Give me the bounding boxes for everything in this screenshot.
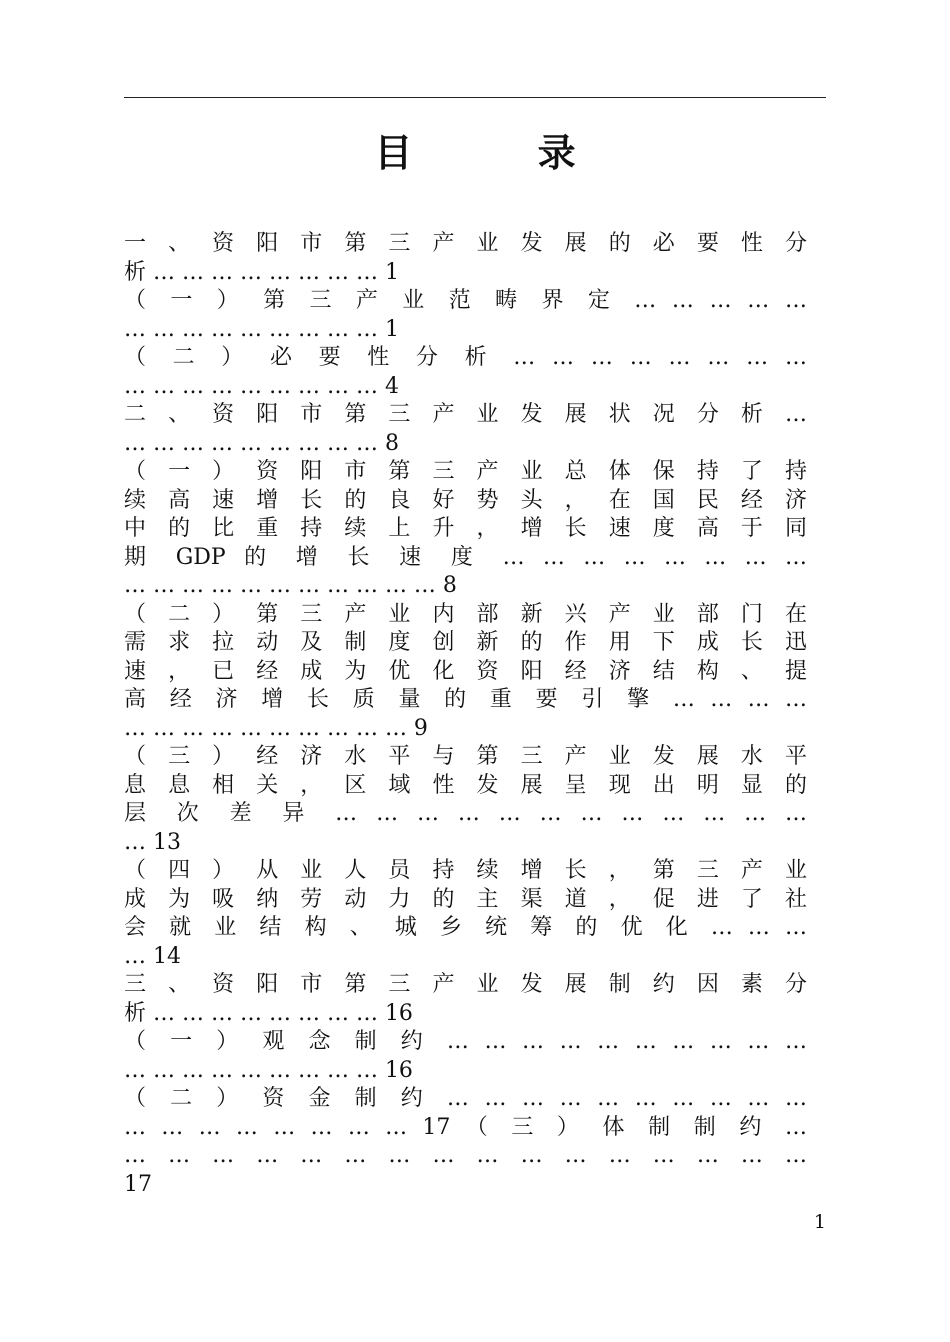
- toc-line: （ 一 ） 第 三 产 业 范 畴 界 定 … … … … …: [124, 288, 807, 313]
- toc-line: 一 、 资 阳 市 第 三 产 业 发 展 的 必 要 性 分: [124, 231, 807, 256]
- toc-line: 高 经 济 增 长 质 量 的 重 要 引 擎 … … … …: [124, 687, 807, 712]
- toc-line: … … … … … … … … … 8: [124, 430, 399, 456]
- toc-line: （ 四 ） 从 业 人 员 持 续 增 长 ， 第 三 产 业: [124, 858, 807, 883]
- toc-line: （ 二 ） 第 三 产 业 内 部 新 兴 产 业 部 门 在: [124, 601, 807, 627]
- toc-line: … … … … … … … … … … … … … … … …: [124, 1143, 807, 1168]
- toc-line: 析 … … … … … … … … 16: [124, 1000, 413, 1026]
- toc-line: 需 求 拉 动 及 制 度 创 新 的 作 用 下 成 长 迅: [124, 630, 807, 655]
- toc-line: 17: [124, 1171, 152, 1197]
- toc-line: … … … … … … … … … … 9: [124, 715, 428, 741]
- toc-line: … … … … … … … … … … … 8: [124, 573, 457, 598]
- toc-line: 三 、 资 阳 市 第 三 产 业 发 展 制 约 因 素 分: [124, 972, 807, 997]
- toc-line: 息 息 相 关 ， 区 域 性 发 展 呈 现 出 明 显 的: [124, 772, 807, 798]
- toc-line: （ 三 ） 经 济 水 平 与 第 三 产 业 发 展 水 平: [124, 744, 807, 769]
- toc-line: 期 GDP 的 增 长 速 度 … … … … … … … …: [124, 544, 807, 570]
- toc-line: … … … … … … … … … 16: [124, 1057, 413, 1083]
- toc-line: … 13: [124, 829, 181, 855]
- toc-line: 速 ， 已 经 成 为 优 化 资 阳 经 济 结 构 、 提: [124, 658, 807, 684]
- toc-line: 中 的 比 重 持 续 上 升 ， 增 长 速 度 高 于 同: [124, 516, 807, 541]
- table-of-contents: [124, 230, 807, 1199]
- page-number: 1: [813, 1211, 826, 1233]
- toc-line: … … … … … … … … … 4: [124, 373, 399, 399]
- toc-line: … … … … … … … … 17 （ 三 ） 体 制 制 约 …: [124, 1114, 807, 1140]
- toc-line: 续 高 速 增 长 的 良 好 势 头 ， 在 国 民 经 济: [124, 487, 807, 513]
- page-title: 目 录: [374, 130, 632, 175]
- toc-line: 会 就 业 结 构 、 城 乡 统 筹 的 优 化 … … …: [124, 915, 807, 940]
- toc-line: （ 一 ） 观 念 制 约 … … … … … … … … … …: [124, 1029, 807, 1054]
- toc-line: （ 二 ） 资 金 制 约 … … … … … … … … … …: [124, 1086, 807, 1111]
- toc-line: … 14: [124, 943, 181, 969]
- header-rule: [124, 97, 826, 98]
- toc-line: 层 次 差 异 … … … … … … … … … … … …: [124, 801, 807, 826]
- toc-line: 二 、 资 阳 市 第 三 产 业 发 展 状 况 分 析 …: [124, 402, 807, 427]
- toc-line: 成 为 吸 纳 劳 动 力 的 主 渠 道 ， 促 进 了 社: [124, 886, 807, 912]
- toc-line: （ 一 ） 资 阳 市 第 三 产 业 总 体 保 持 了 持: [124, 459, 807, 484]
- toc-line: （ 二 ） 必 要 性 分 析 … … … … … … … …: [124, 345, 807, 370]
- toc-line: 析 … … … … … … … … 1: [124, 259, 399, 285]
- toc-line: … … … … … … … … … 1: [124, 316, 399, 342]
